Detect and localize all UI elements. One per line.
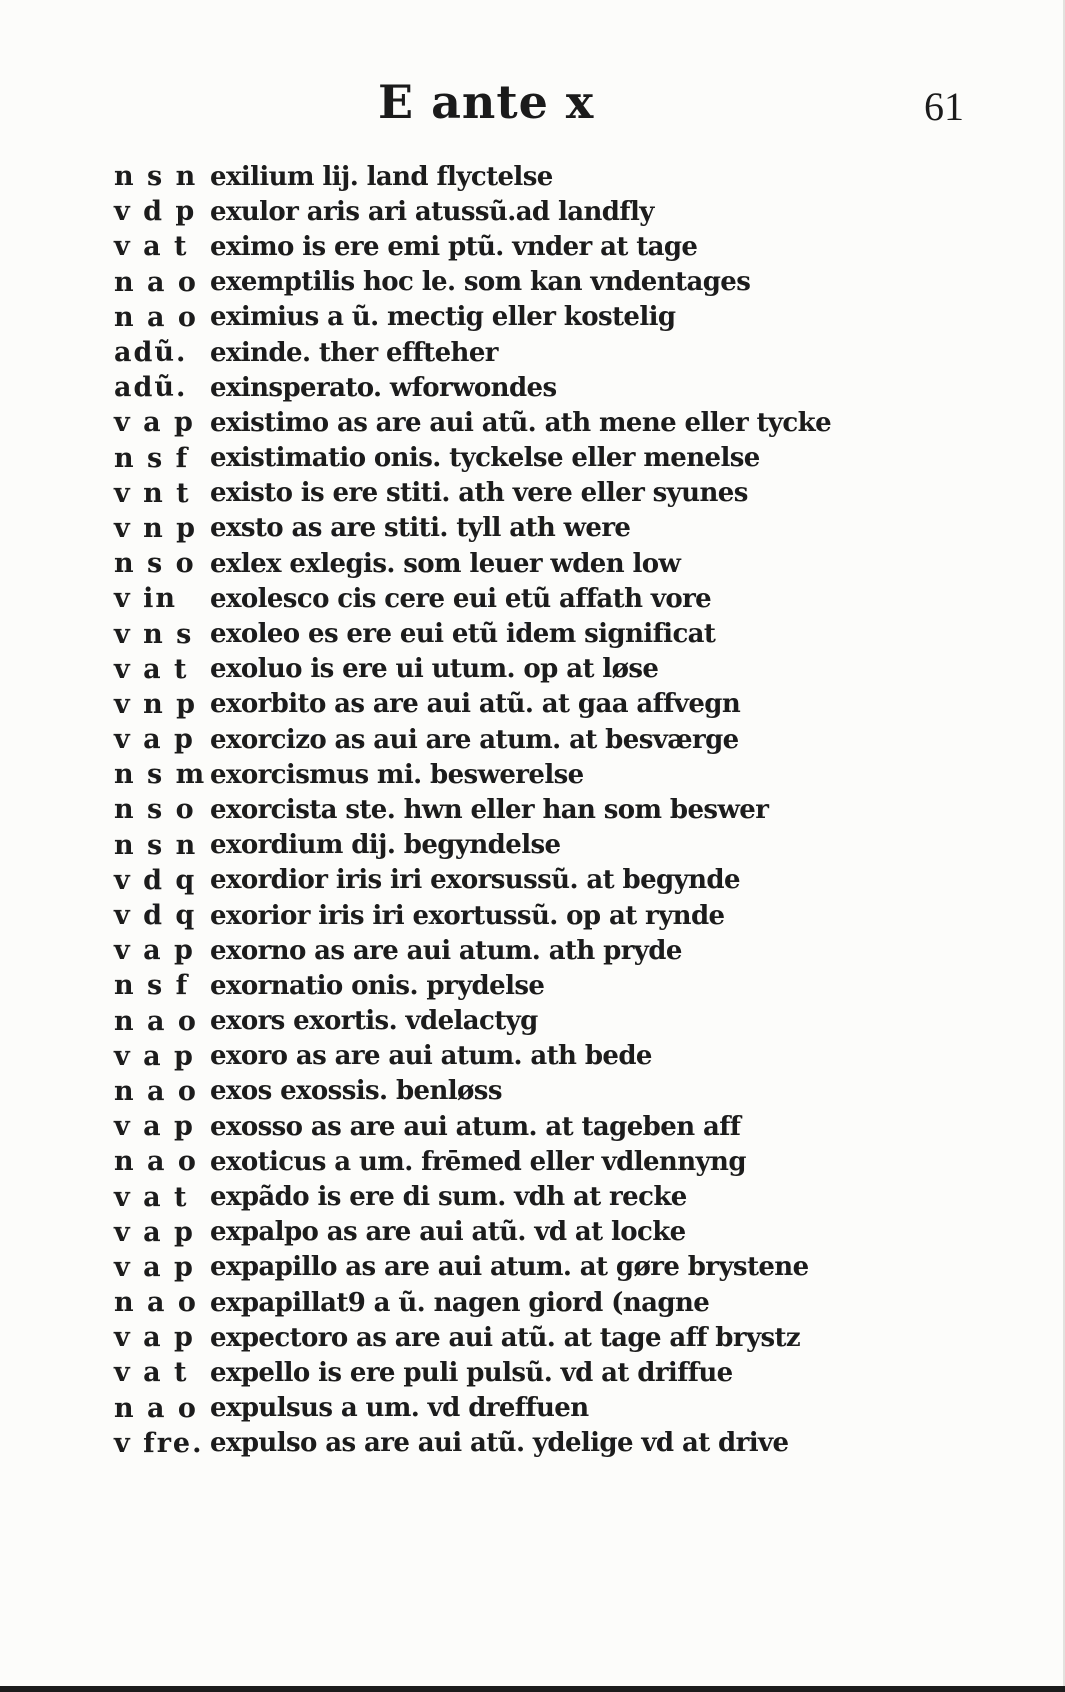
grammar-code: n s f <box>114 442 190 474</box>
entry-text: exoluo is ere ui utum. op at løse <box>210 654 659 685</box>
entry-text: expectoro as are aui atũ. at tage aff brystz <box>210 1322 801 1353</box>
entry-text: exos exossis. benløss <box>210 1076 502 1107</box>
dictionary-entry <box>114 511 1014 546</box>
grammar-code: n a o <box>114 266 198 298</box>
dictionary-entry <box>114 1391 1014 1426</box>
dictionary-entry <box>114 476 1014 511</box>
grammar-code: v a p <box>114 935 195 967</box>
entry-text: expulsus a um. vd dreffuen <box>210 1393 589 1424</box>
entry-text: expalpo as are aui atũ. vd at locke <box>210 1217 686 1248</box>
grammar-code: v a t <box>114 653 189 685</box>
entry-text: exemptilis hoc le. som kan vndentages <box>210 267 751 298</box>
dictionary-entry <box>114 933 1014 968</box>
grammar-code: n a o <box>114 1005 198 1037</box>
dictionary-entry <box>114 546 1014 581</box>
dictionary-entry <box>114 968 1014 1003</box>
page-number: 61 <box>924 84 964 129</box>
dictionary-entry <box>114 687 1014 722</box>
dictionary-entry <box>114 1250 1014 1285</box>
grammar-code: n a o <box>114 1287 198 1319</box>
dictionary-entry <box>114 335 1014 370</box>
running-head: E ante x <box>378 75 595 129</box>
dictionary-entry <box>114 1320 1014 1355</box>
dictionary-entry <box>114 1109 1014 1144</box>
grammar-code: adũ. <box>114 337 188 369</box>
grammar-code: v a p <box>114 724 195 756</box>
grammar-code: v n t <box>114 477 191 509</box>
dictionary-entry <box>114 1074 1014 1109</box>
grammar-code: v in <box>114 583 177 615</box>
page-header <box>0 72 1065 142</box>
entry-text: exoticus a um. frēmed eller vdlennyng <box>210 1146 746 1177</box>
grammar-code: n a o <box>114 1392 198 1424</box>
entry-text: expapillat9 a ũ. nagen giord (nagne <box>210 1287 710 1318</box>
grammar-code: v a p <box>114 1216 195 1248</box>
entry-text: exinsperato. wforwondes <box>210 372 557 403</box>
entry-text: expapillo as are aui atum. at gøre brystene <box>210 1252 809 1283</box>
grammar-code: v n p <box>114 512 197 544</box>
grammar-code: n s o <box>114 794 196 826</box>
entry-text: exolesco cis cere eui etũ affath vore <box>210 583 712 614</box>
entry-text: expulso as are aui atũ. ydelige vd at drive <box>210 1428 789 1459</box>
scan-bottom-edge <box>0 1686 1065 1692</box>
grammar-code: v a p <box>114 1322 195 1354</box>
dictionary-entry <box>114 405 1014 440</box>
entry-text: exors exortis. vdelactyg <box>210 1006 538 1037</box>
entry-text: exoleo es ere eui etũ idem significat <box>210 619 716 650</box>
entry-text: exorcismus mi. beswerelse <box>210 759 584 790</box>
entry-text: existimatio onis. tyckelse eller menelse <box>210 443 760 474</box>
dictionary-entry <box>114 898 1014 933</box>
dictionary-entry-list <box>114 159 1014 1461</box>
grammar-code: v fre. <box>114 1427 204 1459</box>
entry-text: exorno as are aui atum. ath pryde <box>210 935 682 966</box>
grammar-code: v n p <box>114 688 197 720</box>
entry-text: expãdo is ere di sum. vdh at recke <box>210 1182 687 1213</box>
dictionary-entry <box>114 370 1014 405</box>
grammar-code: adũ. <box>114 372 188 404</box>
dictionary-entry <box>114 757 1014 792</box>
dictionary-entry <box>114 1426 1014 1461</box>
entry-text: exinde. ther effteher <box>210 337 498 368</box>
dictionary-entry <box>114 265 1014 300</box>
grammar-code: n a o <box>114 301 198 333</box>
entry-text: exulor aris ari atussũ.ad landfly <box>210 196 654 227</box>
grammar-code: v a p <box>114 407 195 439</box>
dictionary-entry <box>114 616 1014 651</box>
entry-text: eximo is ere emi ptũ. vnder at tage <box>210 231 698 262</box>
entry-text: exorior iris iri exortussũ. op at rynde <box>210 900 725 931</box>
dictionary-entry <box>114 1004 1014 1039</box>
dictionary-entry <box>114 792 1014 827</box>
entry-text: exorcista ste. hwn eller han som beswer <box>210 794 769 825</box>
entry-text: expello is ere puli pulsũ. vd at driffue <box>210 1357 733 1388</box>
grammar-code: n s f <box>114 970 190 1002</box>
dictionary-entry <box>114 300 1014 335</box>
grammar-code: v a t <box>114 1357 189 1389</box>
grammar-code: v n s <box>114 618 194 650</box>
grammar-code: v a p <box>114 1251 195 1283</box>
entry-text: existimo as are aui atũ. ath mene eller tycke <box>210 407 832 438</box>
grammar-code: n a o <box>114 1146 198 1178</box>
grammar-code: v a t <box>114 231 189 263</box>
dictionary-entry <box>114 1355 1014 1390</box>
entry-text: exoro as are aui atum. ath bede <box>210 1041 652 1072</box>
entry-text: exsto as are stiti. tyll ath were <box>210 513 631 544</box>
entry-text: exorbito as are aui atũ. at gaa affvegn <box>210 689 741 720</box>
entry-text: existo is ere stiti. ath vere eller syunes <box>210 478 748 509</box>
dictionary-entry <box>114 1039 1014 1074</box>
grammar-code: n s n <box>114 829 198 861</box>
dictionary-entry <box>114 229 1014 264</box>
entry-text: exosso as are aui atum. at tageben aff <box>210 1111 741 1142</box>
dictionary-entry <box>114 441 1014 476</box>
dictionary-entry <box>114 863 1014 898</box>
grammar-code: v d q <box>114 900 197 932</box>
entry-text: exorcizo as aui are atum. at besværge <box>210 724 739 755</box>
grammar-code: n s o <box>114 548 196 580</box>
dictionary-entry <box>114 1215 1014 1250</box>
dictionary-entry <box>114 1179 1014 1214</box>
grammar-code: v a p <box>114 1040 195 1072</box>
dictionary-entry <box>114 159 1014 194</box>
grammar-code: v d p <box>114 196 197 228</box>
dictionary-entry <box>114 1285 1014 1320</box>
entry-text: exordium dij. begyndelse <box>210 830 561 861</box>
dictionary-entry <box>114 652 1014 687</box>
grammar-code: n a o <box>114 1075 198 1107</box>
entry-text: exordior iris iri exorsussũ. at begynde <box>210 865 740 896</box>
entry-text: eximius a ũ. mectig eller kostelig <box>210 302 676 333</box>
grammar-code: v a p <box>114 1111 195 1143</box>
dictionary-entry <box>114 581 1014 616</box>
grammar-code: n s n <box>114 161 198 193</box>
entry-text: exilium lij. land flyctelse <box>210 161 553 192</box>
dictionary-entry <box>114 1144 1014 1179</box>
dictionary-entry <box>114 194 1014 229</box>
entry-text: exlex exlegis. som leuer wden low <box>210 548 681 579</box>
entry-text: exornatio onis. prydelse <box>210 970 545 1001</box>
dictionary-entry <box>114 828 1014 863</box>
grammar-code: v d q <box>114 864 197 896</box>
grammar-code: v a t <box>114 1181 189 1213</box>
dictionary-entry <box>114 722 1014 757</box>
grammar-code: n s m <box>114 759 207 791</box>
